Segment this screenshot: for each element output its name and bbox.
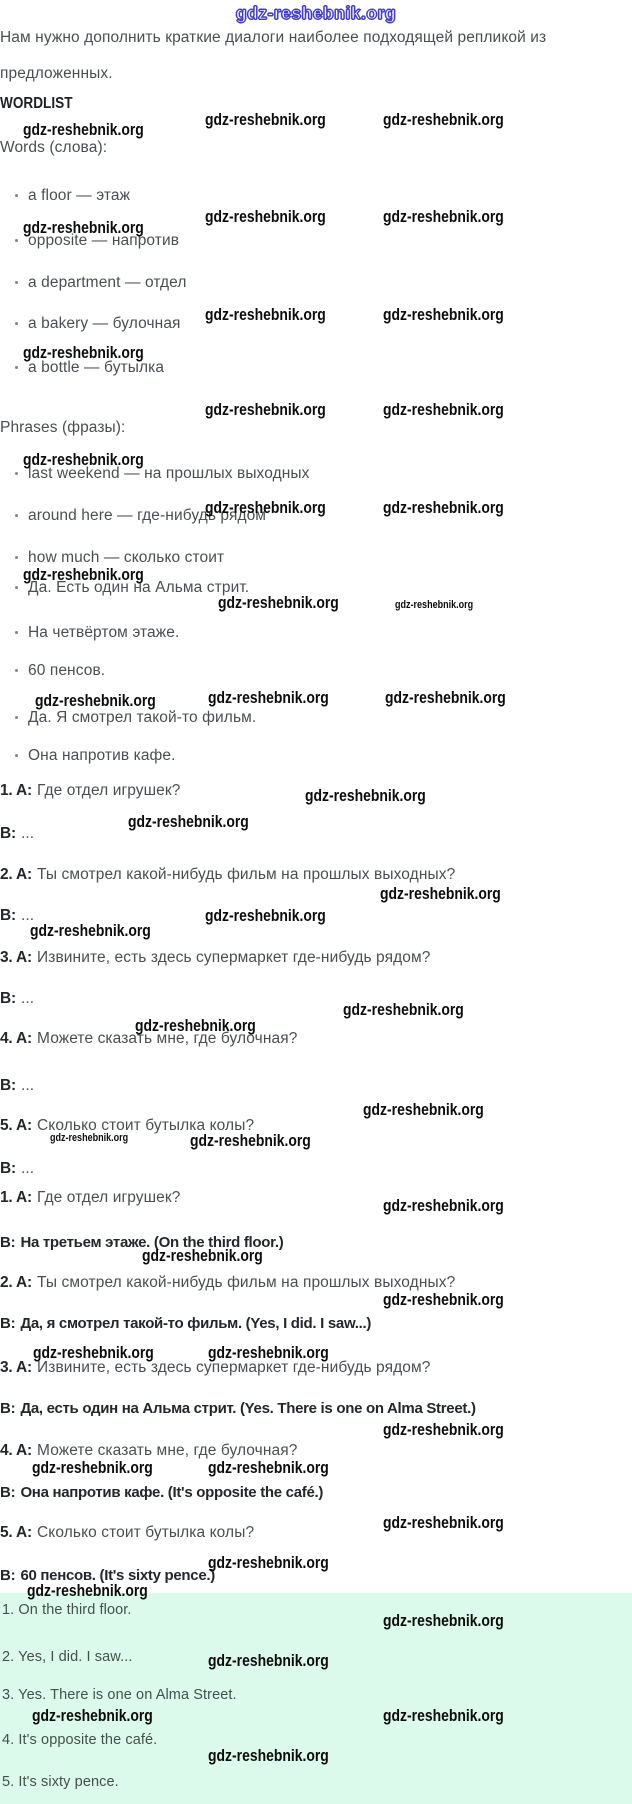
phrase-text: how much — сколько стоит — [28, 549, 225, 566]
dialogue-3-blank — [0, 989, 34, 1008]
watermark: gdz-reshebnik.org — [208, 1746, 329, 1765]
dialogue-text: Можете сказать мне, где булочная? — [37, 1030, 298, 1047]
bullet-icon — [15, 514, 18, 517]
dialogue-text: ... — [20, 907, 35, 924]
watermark: gdz-reshebnik.org — [50, 1132, 129, 1144]
speaker-label: 3. A: — [0, 1359, 33, 1376]
watermark: gdz-reshebnik.org — [383, 1611, 504, 1630]
dialogue-1-question — [0, 781, 180, 800]
phrase-text: last weekend — на прошлых выходных — [28, 465, 310, 482]
dialogue-text: Ты смотрел какой-нибудь фильм на прошлых выходных? — [37, 866, 456, 883]
header-watermark: gdz-reshebnik.org — [235, 3, 397, 23]
watermark: gdz-reshebnik.org — [27, 1581, 148, 1600]
final-answer-2: 2. Yes, I did. I saw... — [2, 1649, 133, 1665]
word-item — [28, 273, 187, 292]
speaker-label: B: — [0, 1315, 16, 1332]
bullet-icon — [15, 194, 18, 197]
word-text: a department — отдел — [28, 274, 187, 291]
dialogue-text: Ты смотрел какой-нибудь фильм на прошлых выходных? — [37, 1274, 456, 1291]
speaker-label: 4. A: — [0, 1030, 33, 1047]
phrase-text: around here — где-нибудь рядом — [28, 507, 267, 524]
watermark: gdz-reshebnik.org — [383, 1420, 504, 1439]
speaker-label: 3. A: — [0, 949, 33, 966]
speaker-label: 1. A: — [0, 782, 33, 799]
final-answer-3: 3. Yes. There is one on Alma Street. — [2, 1687, 237, 1703]
word-text: a bakery — булочная — [28, 315, 181, 332]
solution-3-answer — [0, 1399, 476, 1418]
watermark: gdz-reshebnik.org — [208, 688, 329, 707]
dialogue-text: Можете сказать мне, где булочная? — [37, 1442, 298, 1459]
speaker-label: B: — [0, 1234, 16, 1251]
watermark: gdz-reshebnik.org — [208, 1553, 329, 1572]
watermark: gdz-reshebnik.org — [380, 884, 501, 903]
solution-1-question — [0, 1188, 180, 1207]
final-answer-4: 4. It's opposite the café. — [2, 1732, 158, 1748]
dialogue-text: Сколько стоит бутылка колы? — [37, 1524, 255, 1541]
watermark: gdz-reshebnik.org — [33, 1343, 154, 1362]
phrase-item — [28, 661, 105, 680]
bullet-icon — [15, 669, 18, 672]
watermark: gdz-reshebnik.org — [305, 786, 426, 805]
intro-line-2: предложенных. — [0, 65, 113, 82]
dialogue-text: Где отдел игрушек? — [37, 1189, 181, 1206]
watermark: gdz-reshebnik.org — [205, 400, 326, 419]
bullet-icon — [15, 281, 18, 284]
watermark: gdz-reshebnik.org — [383, 400, 504, 419]
watermark: gdz-reshebnik.org — [395, 599, 474, 611]
speaker-label: B: — [0, 1077, 16, 1094]
watermark: gdz-reshebnik.org — [383, 1196, 504, 1215]
watermark: gdz-reshebnik.org — [30, 921, 151, 940]
phrase-text: Да. Я смотрел такой-то фильм. — [28, 709, 257, 726]
answer-text: Да, я смотрел такой-то фильм. (Yes, I did. I saw...) — [20, 1315, 372, 1332]
word-item — [28, 186, 130, 205]
speaker-label: B: — [0, 825, 16, 842]
dialogue-text: ... — [20, 990, 35, 1007]
speaker-label: 1. A: — [0, 1189, 33, 1206]
watermark: gdz-reshebnik.org — [205, 305, 326, 324]
answer-text: 60 пенсов. (It's sixty pence.) — [20, 1567, 215, 1584]
wordlist-title: WORDLIST — [0, 95, 73, 112]
dialogue-4-blank — [0, 1076, 34, 1095]
phrase-item — [28, 746, 176, 765]
dialogue-text: Извините, есть здесь супермаркет где-нибудь рядом? — [37, 949, 431, 966]
bullet-icon — [15, 322, 18, 325]
bullet-icon — [15, 586, 18, 589]
final-answer-1: 1. On the third floor. — [2, 1602, 132, 1618]
watermark: gdz-reshebnik.org — [383, 207, 504, 226]
solution-2-answer — [0, 1314, 371, 1333]
watermark: gdz-reshebnik.org — [383, 1706, 504, 1725]
speaker-label: B: — [0, 907, 16, 924]
solution-4-answer — [0, 1483, 323, 1502]
dialogue-3-question — [0, 948, 430, 967]
answer-text: Да, есть один на Альма стрит. (Yes. There is one on Alma Street.) — [20, 1400, 476, 1417]
intro-line-1: Нам нужно дополнить краткие диалоги наиболее подходящей репликой из — [0, 29, 547, 46]
dialogue-text: Где отдел игрушек? — [37, 782, 181, 799]
speaker-label: 5. A: — [0, 1524, 33, 1541]
watermark: gdz-reshebnik.org — [128, 812, 249, 831]
word-text: a bottle — бутылка — [28, 359, 165, 376]
answer-text: На третьем этаже. (On the third floor.) — [20, 1234, 284, 1251]
speaker-label: B: — [0, 1160, 16, 1177]
watermark: gdz-reshebnik.org — [205, 207, 326, 226]
watermark: gdz-reshebnik.org — [363, 1100, 484, 1119]
dialogue-text: ... — [20, 1160, 35, 1177]
word-text: a floor — этаж — [28, 187, 131, 204]
watermark: gdz-reshebnik.org — [32, 1706, 153, 1725]
watermark: gdz-reshebnik.org — [142, 1246, 263, 1265]
dialogue-2-question — [0, 865, 455, 884]
final-answer-5: 5. It's sixty pence. — [2, 1774, 119, 1790]
word-item — [28, 314, 181, 333]
word-text: opposite — напротив — [28, 232, 180, 249]
bullet-icon — [15, 366, 18, 369]
watermark: gdz-reshebnik.org — [383, 1513, 504, 1532]
watermark: gdz-reshebnik.org — [23, 218, 144, 237]
dialogue-text: Сколько стоит бутылка колы? — [37, 1117, 255, 1134]
dialogue-text: Извините, есть здесь супермаркет где-нибудь рядом? — [37, 1359, 431, 1376]
dialogue-5-blank — [0, 1159, 34, 1178]
phrase-item — [28, 623, 179, 642]
speaker-label: B: — [0, 990, 16, 1007]
watermark: gdz-reshebnik.org — [23, 120, 144, 139]
watermark: gdz-reshebnik.org — [23, 565, 144, 584]
watermark: gdz-reshebnik.org — [208, 1343, 329, 1362]
speaker-label: 5. A: — [0, 1117, 33, 1134]
speaker-label: B: — [0, 1400, 16, 1417]
phrase-text: Она напротив кафе. — [28, 747, 176, 764]
watermark: gdz-reshebnik.org — [23, 450, 144, 469]
bullet-icon — [15, 716, 18, 719]
watermark: gdz-reshebnik.org — [205, 906, 326, 925]
bullet-icon — [15, 556, 18, 559]
dialogue-1-blank — [0, 824, 34, 843]
phrase-text: 60 пенсов. — [28, 662, 106, 679]
answer-text: Она напротив кафе. (It's opposite the café.) — [20, 1484, 324, 1501]
bullet-icon — [15, 239, 18, 242]
watermark: gdz-reshebnik.org — [383, 498, 504, 517]
watermark: gdz-reshebnik.org — [35, 691, 156, 710]
watermark: gdz-reshebnik.org — [383, 110, 504, 129]
watermark: gdz-reshebnik.org — [208, 1458, 329, 1477]
dialogue-text: ... — [20, 825, 35, 842]
speaker-label: B: — [0, 1567, 16, 1584]
bullet-icon — [15, 472, 18, 475]
watermark: gdz-reshebnik.org — [343, 1000, 464, 1019]
bullet-icon — [15, 631, 18, 634]
speaker-label: 4. A: — [0, 1442, 33, 1459]
watermark: gdz-reshebnik.org — [190, 1131, 311, 1150]
dialogue-text: ... — [20, 1077, 35, 1094]
watermark: gdz-reshebnik.org — [383, 1290, 504, 1309]
phrase-text: На четвёртом этаже. — [28, 624, 180, 641]
watermark: gdz-reshebnik.org — [218, 593, 339, 612]
watermark: gdz-reshebnik.org — [208, 1651, 329, 1670]
watermark: gdz-reshebnik.org — [205, 498, 326, 517]
speaker-label: 2. A: — [0, 1274, 33, 1291]
bullet-icon — [15, 754, 18, 757]
watermark: gdz-reshebnik.org — [205, 110, 326, 129]
solution-5-question — [0, 1523, 254, 1542]
phrase-text: Да. Есть один на Альма стрит. — [28, 579, 250, 596]
watermark: gdz-reshebnik.org — [32, 1458, 153, 1477]
watermark: gdz-reshebnik.org — [135, 1016, 256, 1035]
watermark: gdz-reshebnik.org — [383, 305, 504, 324]
watermark: gdz-reshebnik.org — [385, 688, 506, 707]
speaker-label: 2. A: — [0, 866, 33, 883]
words-heading: Words (слова): — [0, 139, 108, 156]
phrases-heading: Phrases (фразы): — [0, 419, 126, 436]
speaker-label: B: — [0, 1484, 16, 1501]
watermark: gdz-reshebnik.org — [23, 343, 144, 362]
